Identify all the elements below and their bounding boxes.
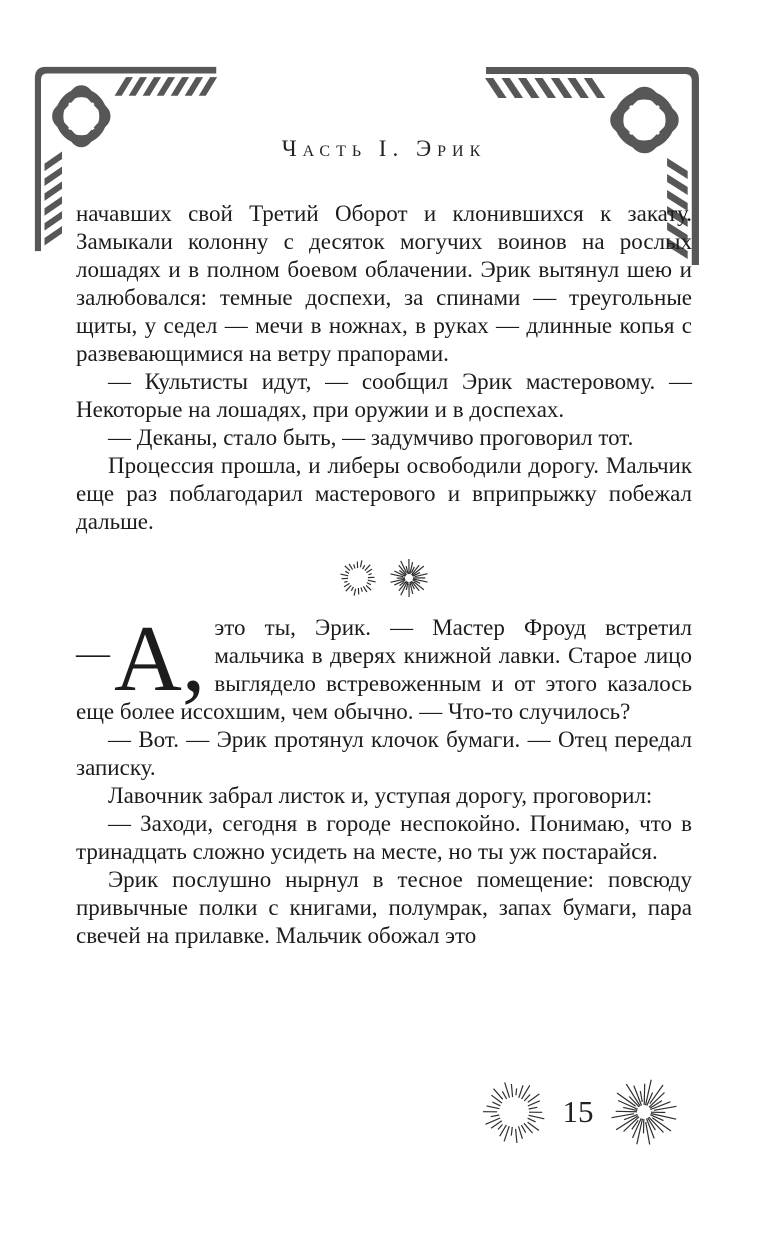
page-title: Часть I. Эрик: [281, 136, 487, 161]
paragraph-8: Эрик послушно нырнул в тесное помещение: повсюду привычные полки с книгами, полумрак, запах бумаги, пара свечей на прилавке. Мальчик обожал это: [76, 867, 692, 948]
sunburst-star-icon: [610, 1078, 678, 1146]
paragraph-6: Лавочник забрал листок и, уступая дорогу, проговорил:: [108, 783, 653, 808]
ring-burst-icon: [339, 559, 377, 597]
paragraph-7: — Заходи, сегодня в городе неспокойно. Понимаю, что в тринадцать сложно усидеть на месте, но ты уж постарайся.: [76, 811, 692, 864]
paragraph-3: — Деканы, стало быть, — задумчиво проговорил тот.: [108, 425, 634, 450]
dropcap: [76, 607, 206, 711]
paragraph-1: начавших свой Третий Оборот и клонившихся к закату. Замыкали колонну с десяток могучих воинов на рослых лошадях и в полном боевом облачении. Эрик вытянул шею и залюбовался: темные доспехи, за спинами — треугольные щиты, у седел — мечи в ножнах, в руках — длинные копья с развевающимися на ветру прапорами.: [76, 201, 692, 366]
paragraph-4: Процессия прошла, и либеры освободили дорогу. Мальчик еще раз поблагодарил мастерового и вприпрыжку побежал дальше.: [76, 453, 692, 534]
dropcap-letter: А,: [114, 607, 206, 711]
dropcap-paragraph: [76, 607, 692, 726]
dropcap-dash: —: [76, 635, 110, 672]
paragraph-5: — Вот. — Эрик протянул клочок бумаги. — Отец передал записку.: [76, 727, 692, 780]
sunburst-ring-icon: [482, 1080, 546, 1144]
section-break: [76, 558, 692, 598]
star-burst-icon: [389, 558, 429, 598]
dropcap-paragraph-text: это ты, Эрик. — Мастер Фроуд встретил мальчика в дверях книжной лавки. Старое лицо выглядело встревоженным и от этого казалось еще более иссохшим, чем обычно. — Что-то случилось?: [76, 615, 692, 724]
page-body: [76, 136, 692, 950]
page-number: 15: [562, 1094, 594, 1129]
paragraph-2: — Культисты идут, — сообщил Эрик мастеровому. — Некоторые на лошадях, при оружии и в доспехах.: [76, 369, 692, 422]
page-footer: [482, 1078, 678, 1146]
